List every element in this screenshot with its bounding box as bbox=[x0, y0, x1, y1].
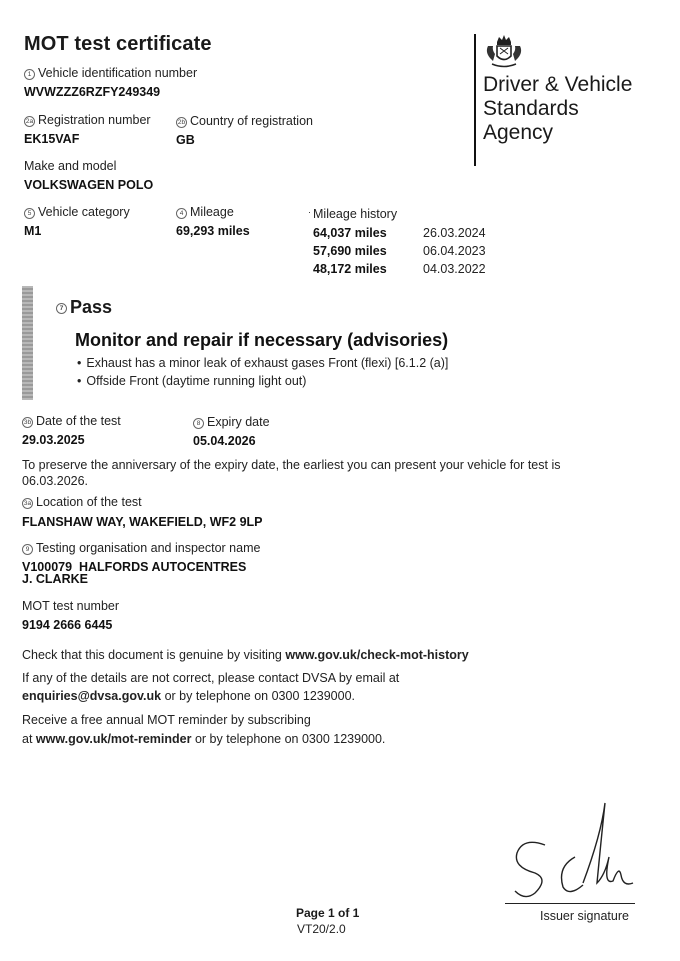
document-title: MOT test certificate bbox=[24, 33, 212, 55]
royal-crest-icon bbox=[484, 34, 524, 70]
country-label: 2b Country of registration bbox=[177, 114, 313, 128]
test-date-value: 29.03.2025 bbox=[22, 433, 85, 447]
advisory-item: • Exhaust has a minor leak of exhaust gases Front (flexi) [6.1.2 (a)] bbox=[77, 356, 448, 370]
anniversary-note: To preserve the anniversary of the expiry date, the earliest you can present your vehicle for test is bbox=[22, 458, 561, 472]
anniversary-note-date: 06.03.2026. bbox=[22, 474, 89, 488]
mileage-history-miles-3: 48,172 miles bbox=[313, 262, 387, 276]
vin-value: WVWZZZ6RZFY249349 bbox=[24, 85, 161, 99]
test-number-label: MOT test number bbox=[22, 599, 120, 613]
issuer-signature-image bbox=[505, 795, 640, 903]
dvsa-email-link[interactable]: enquiries@dvsa.gov.uk bbox=[22, 689, 162, 703]
make-model-value: VOLKSWAGEN POLO bbox=[24, 178, 154, 192]
category-value: M1 bbox=[24, 224, 42, 238]
mileage-history-miles-1: 64,037 miles bbox=[313, 226, 387, 240]
result-status-bar bbox=[22, 286, 33, 400]
agency-name: Driver & Vehicle Standards Agency bbox=[483, 73, 633, 144]
mileage-history-date-1: 26.03.2024 bbox=[423, 226, 486, 240]
category-label: 5 Vehicle category bbox=[24, 205, 130, 219]
page-number: Page 1 of 1 bbox=[296, 906, 360, 920]
mileage-label: 4 Mileage bbox=[176, 205, 234, 219]
check-mot-history-link[interactable]: www.gov.uk/check-mot-history bbox=[285, 648, 469, 662]
registration-value: EK15VAF bbox=[24, 132, 80, 146]
mileage-history-date-2: 06.04.2023 bbox=[423, 244, 486, 258]
advisories-heading: Monitor and repair if necessary (advisories) bbox=[75, 330, 449, 350]
test-date-label: 3b Date of the test bbox=[23, 414, 121, 428]
organisation-value: V100079 HALFORDS AUTOCENTRES bbox=[22, 560, 247, 574]
mileage-history-label: · Mileage history bbox=[308, 207, 398, 221]
mileage-value: 69,293 miles bbox=[176, 224, 250, 238]
registration-label: 2a Registration number bbox=[25, 113, 151, 127]
mileage-history-miles-2: 57,690 miles bbox=[313, 244, 387, 258]
location-value: FLANSHAW WAY, WAKEFIELD, WF2 9LP bbox=[22, 515, 263, 529]
form-code: VT20/2.0 bbox=[297, 922, 346, 936]
result-status: 7 Pass bbox=[56, 297, 112, 318]
signature-label: Issuer signature bbox=[540, 909, 629, 923]
genuine-check-note: Check that this document is genuine by visiting www.gov.uk/check-mot-history bbox=[22, 648, 469, 662]
advisory-item: • Offside Front (daytime running light out) bbox=[77, 374, 306, 388]
make-model-label: Make and model bbox=[24, 159, 117, 173]
mileage-history-date-3: 04.03.2022 bbox=[423, 262, 486, 276]
location-label: 3a Location of the test bbox=[23, 495, 142, 509]
details-contact: enquiries@dvsa.gov.uk or by telephone on 0300 1239000. bbox=[22, 689, 356, 703]
logo-divider bbox=[474, 34, 476, 166]
reminder-note: Receive a free annual MOT reminder by subscribing bbox=[22, 713, 311, 727]
expiry-date-label: 8 Expiry date bbox=[193, 415, 270, 429]
inspector-name: J. CLARKE bbox=[22, 572, 88, 586]
signature-line bbox=[505, 903, 635, 904]
expiry-date-value: 05.04.2026 bbox=[193, 434, 256, 448]
country-value: GB bbox=[176, 133, 195, 147]
mot-reminder-link[interactable]: www.gov.uk/mot-reminder bbox=[35, 732, 192, 746]
vin-label: 1 Vehicle identification number bbox=[24, 66, 197, 80]
reminder-contact: at www.gov.uk/mot-reminder or by telephone on 0300 1239000. bbox=[22, 732, 386, 746]
details-note: If any of the details are not correct, please contact DVSA by email at bbox=[22, 671, 400, 685]
organisation-label: 9 Testing organisation and inspector name bbox=[22, 541, 260, 555]
test-number-value: 9194 2666 6445 bbox=[22, 618, 113, 632]
